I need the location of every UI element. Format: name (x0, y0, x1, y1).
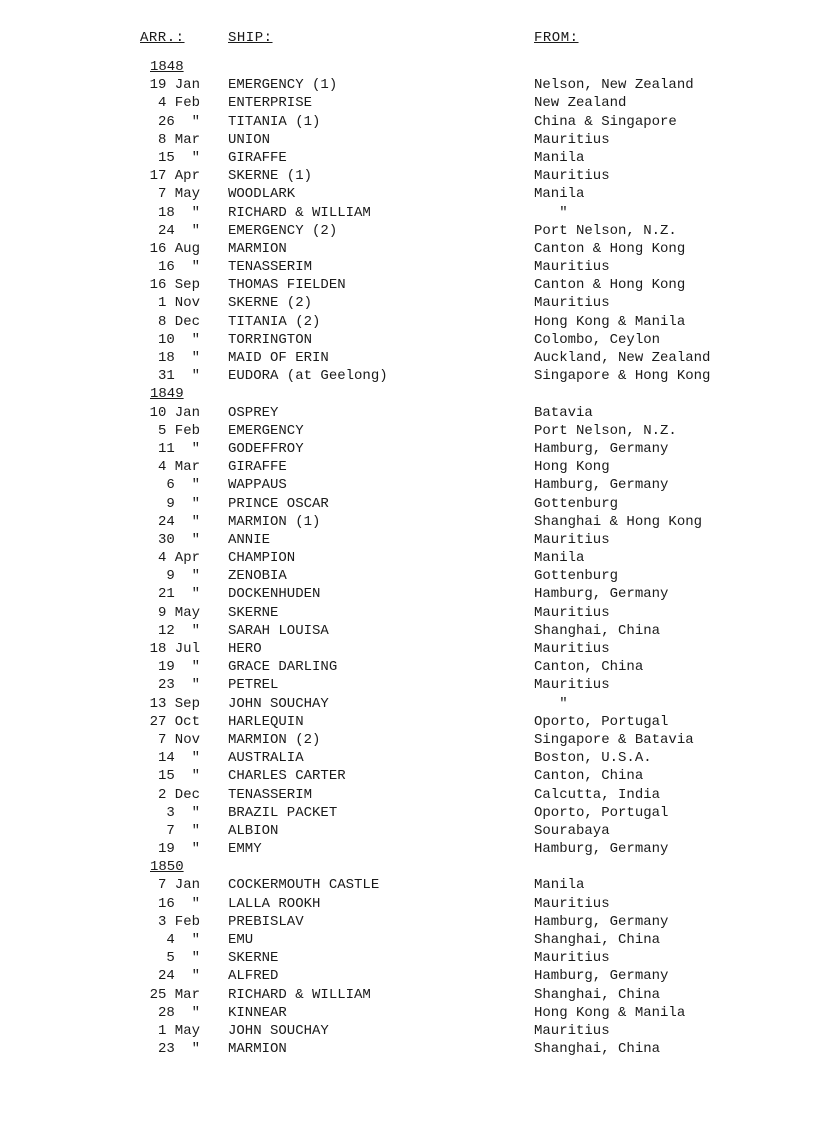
ship-name: RICHARD & WILLIAM (228, 986, 371, 1003)
ship-name: SKERNE (2) (228, 295, 313, 312)
arrival-date: 31 " (157, 368, 200, 385)
arrival-row (0, 676, 816, 694)
ship-name: MARMION (228, 1041, 287, 1058)
ship-name: EMERGENCY (228, 422, 304, 439)
arrival-date: 4 Apr (157, 550, 200, 567)
ship-name: CHARLES CARTER (228, 768, 346, 785)
arrival-date: 17 Apr (149, 168, 200, 185)
arrival-row (0, 113, 816, 131)
arrival-date: 19 " (157, 659, 200, 676)
ship-name: TENASSERIM (228, 259, 313, 276)
arrival-row (0, 604, 816, 622)
origin-port: Gottenburg (534, 495, 619, 512)
arrival-date: 16 Aug (149, 240, 200, 257)
ship-name: SARAH LOUISA (228, 622, 329, 639)
arrival-row (0, 895, 816, 913)
ship-name: TITANIA (2) (228, 313, 321, 330)
ship-name: EMERGENCY (2) (228, 222, 338, 239)
arrival-row (0, 149, 816, 167)
ship-name: UNION (228, 131, 271, 148)
arrival-row (0, 258, 816, 276)
arrival-row (0, 404, 816, 422)
origin-port: Manila (534, 186, 585, 203)
ship-name: ZENOBIA (228, 568, 287, 585)
arrival-row (0, 331, 816, 349)
arrival-date: 10 " (157, 331, 200, 348)
ship-name: RICHARD & WILLIAM (228, 204, 371, 221)
arrival-row (0, 622, 816, 640)
arrival-row (0, 131, 816, 149)
ship-name: DOCKENHUDEN (228, 586, 321, 603)
ship-name: WAPPAUS (228, 477, 287, 494)
arrival-row (0, 204, 816, 222)
arrival-row (0, 185, 816, 203)
arrival-date: 18 Jul (149, 641, 200, 657)
arrival-row (0, 931, 816, 949)
arrival-date: 9 " (166, 495, 200, 512)
arrival-row (0, 585, 816, 603)
arrival-date: 16 Sep (149, 277, 200, 294)
ship-name: MARMION (1) (228, 513, 321, 530)
year-heading-row (0, 385, 816, 403)
ship-name: SKERNE (1) (228, 168, 313, 185)
origin-port: China & Singapore (534, 113, 677, 130)
arrival-row (0, 713, 816, 731)
ship-name: HARLEQUIN (228, 713, 304, 730)
origin-port: Manila (534, 149, 585, 166)
arrival-date: 1 Nov (157, 295, 200, 312)
origin-port: Mauritius (534, 895, 610, 912)
origin-port: Hamburg, Germany (534, 477, 669, 494)
year-heading: 1850 (150, 859, 184, 876)
arrival-date: 23 " (157, 1041, 200, 1058)
arrival-date: 12 " (157, 622, 200, 639)
ship-name: TORRINGTON (228, 331, 313, 348)
arrival-row (0, 567, 816, 585)
arrival-date: 7 " (166, 822, 200, 839)
ship-name: GRACE DARLING (228, 659, 338, 676)
origin-port: Boston, U.S.A. (534, 750, 652, 767)
origin-port: Sourabaya (534, 822, 610, 839)
arrival-date: 21 " (157, 586, 200, 603)
ship-name: GIRAFFE (228, 459, 287, 476)
arrival-date: 5 Feb (157, 422, 200, 439)
arrival-row (0, 767, 816, 785)
origin-port: Mauritius (534, 604, 610, 621)
arrival-date: 11 " (157, 440, 200, 457)
origin-port: Mauritius (534, 950, 610, 967)
origin-port: Shanghai, China (534, 932, 661, 948)
origin-port: Mauritius (534, 295, 610, 312)
ship-name: EMU (228, 932, 254, 948)
arrival-row (0, 658, 816, 676)
arrival-date: 4 Feb (157, 95, 200, 112)
arrival-date: 4 " (166, 932, 200, 948)
arrival-row (0, 640, 816, 658)
arrival-row (0, 349, 816, 367)
arrival-date: 7 May (157, 186, 200, 203)
ship-name: EMMY (228, 841, 262, 858)
arrival-row (0, 749, 816, 767)
origin-port: Gottenburg (534, 568, 619, 585)
ship-name: SKERNE (228, 604, 279, 621)
arrival-row (0, 476, 816, 494)
arrival-row (0, 949, 816, 967)
ship-name: TITANIA (1) (228, 113, 321, 130)
arrival-row (0, 94, 816, 112)
origin-port: Port Nelson, N.Z. (534, 422, 677, 439)
ship-name: PETREL (228, 677, 279, 694)
origin-port: Mauritius (534, 131, 610, 148)
arrival-date: 3 " (166, 804, 200, 821)
arrival-date: 7 Nov (157, 731, 200, 748)
arrival-date: 1 May (157, 1022, 200, 1039)
ship-name: TENASSERIM (228, 786, 313, 803)
ship-name: PREBISLAV (228, 913, 304, 930)
arrival-row (0, 313, 816, 331)
header-arrival: ARR.: (140, 30, 185, 46)
arrival-date: 16 " (157, 259, 200, 276)
arrival-date: 30 " (157, 531, 200, 548)
arrival-date: 2 Dec (157, 786, 200, 803)
arrival-row (0, 840, 816, 858)
ship-name: HERO (228, 641, 262, 657)
origin-port: Mauritius (534, 259, 610, 276)
ship-name: LALLA ROOKH (228, 895, 321, 912)
arrival-row (0, 1022, 816, 1040)
arrival-row (0, 422, 816, 440)
arrival-date: 15 " (157, 768, 200, 785)
arrival-date: 5 " (166, 950, 200, 967)
ship-name: GODEFFROY (228, 440, 304, 457)
arrival-row (0, 822, 816, 840)
ship-name: AUSTRALIA (228, 750, 304, 767)
ship-name: SKERNE (228, 950, 279, 967)
ship-name: BRAZIL PACKET (228, 804, 338, 821)
origin-port: New Zealand (534, 95, 627, 112)
arrival-row (0, 440, 816, 458)
origin-port: " (534, 695, 568, 712)
arrival-date: 8 Mar (157, 131, 200, 148)
origin-port: Mauritius (534, 677, 610, 694)
ship-name: KINNEAR (228, 1004, 287, 1021)
arrival-row (0, 240, 816, 258)
year-heading-row (0, 58, 816, 76)
arrival-row (0, 1004, 816, 1022)
arrival-date: 25 Mar (149, 986, 200, 1003)
origin-port: Port Nelson, N.Z. (534, 222, 677, 239)
origin-port: Canton, China (534, 768, 644, 785)
origin-port: Manila (534, 550, 585, 567)
arrival-row (0, 986, 816, 1004)
year-heading: 1849 (150, 386, 184, 403)
ship-name: CHAMPION (228, 550, 296, 567)
ship-name: JOHN SOUCHAY (228, 1022, 329, 1039)
arrival-row (0, 495, 816, 513)
origin-port: Batavia (534, 404, 593, 421)
origin-port: Shanghai, China (534, 1041, 661, 1058)
origin-port: Mauritius (534, 1022, 610, 1039)
ship-name: EMERGENCY (1) (228, 77, 338, 94)
arrival-date: 9 May (157, 604, 200, 621)
origin-port: Shanghai, China (534, 622, 661, 639)
arrival-date: 6 " (166, 477, 200, 494)
arrival-row (0, 876, 816, 894)
arrival-row (0, 695, 816, 713)
arrival-row (0, 513, 816, 531)
origin-port: Hamburg, Germany (534, 913, 669, 930)
origin-port: Mauritius (534, 168, 610, 185)
ship-name: ENTERPRISE (228, 95, 313, 112)
ship-name: WOODLARK (228, 186, 296, 203)
arrival-row (0, 731, 816, 749)
arrival-row (0, 786, 816, 804)
ship-name: ALBION (228, 822, 279, 839)
ship-name: PRINCE OSCAR (228, 495, 329, 512)
origin-port: Singapore & Hong Kong (534, 368, 711, 385)
origin-port: Hong Kong & Manila (534, 1004, 686, 1021)
arrival-row (0, 913, 816, 931)
header-ship: SHIP: (228, 30, 273, 46)
arrival-row (0, 167, 816, 185)
arrival-date: 28 " (157, 1004, 200, 1021)
ship-name: ANNIE (228, 531, 271, 548)
arrival-date: 27 Oct (149, 713, 200, 730)
origin-port: Hong Kong (534, 459, 610, 476)
ship-name: OSPREY (228, 404, 279, 421)
ship-name: ALFRED (228, 968, 279, 985)
origin-port: Colombo, Ceylon (534, 331, 661, 348)
ship-name: JOHN SOUCHAY (228, 695, 329, 712)
origin-port: Hamburg, Germany (534, 586, 669, 603)
arrival-row (0, 458, 816, 476)
ship-name: EUDORA (at Geelong) (228, 368, 388, 385)
arrivals-list (0, 58, 816, 1058)
origin-port: " (534, 204, 568, 221)
arrival-date: 18 " (157, 204, 200, 221)
origin-port: Nelson, New Zealand (534, 77, 694, 94)
origin-port: Hamburg, Germany (534, 440, 669, 457)
arrival-date: 18 " (157, 350, 200, 366)
year-heading-row (0, 858, 816, 876)
ship-name: THOMAS FIELDEN (228, 277, 346, 294)
arrival-date: 13 Sep (149, 695, 200, 712)
arrival-date: 23 " (157, 677, 200, 694)
arrival-date: 10 Jan (149, 404, 200, 421)
origin-port: Shanghai & Hong Kong (534, 513, 703, 530)
arrival-date: 16 " (157, 895, 200, 912)
arrival-row (0, 76, 816, 94)
arrival-row (0, 367, 816, 385)
arrival-date: 19 " (157, 841, 200, 858)
origin-port: Calcutta, India (534, 786, 661, 803)
arrival-date: 8 Dec (157, 313, 200, 330)
arrival-row (0, 276, 816, 294)
arrival-date: 24 " (157, 222, 200, 239)
arrival-date: 26 " (157, 113, 200, 130)
origin-port: Manila (534, 877, 585, 894)
arrival-row (0, 294, 816, 312)
ship-name: GIRAFFE (228, 149, 287, 166)
arrival-date: 3 Feb (157, 913, 200, 930)
ship-name: COCKERMOUTH CASTLE (228, 877, 380, 894)
arrival-date: 15 " (157, 149, 200, 166)
origin-port: Shanghai, China (534, 986, 661, 1003)
arrival-date: 9 " (166, 568, 200, 585)
origin-port: Oporto, Portugal (534, 804, 669, 821)
arrival-row (0, 531, 816, 549)
arrival-date: 24 " (157, 513, 200, 530)
origin-port: Mauritius (534, 641, 610, 657)
arrival-date: 7 Jan (157, 877, 200, 894)
ship-name: MARMION (2) (228, 731, 321, 748)
arrival-row (0, 804, 816, 822)
origin-port: Hamburg, Germany (534, 968, 669, 985)
arrival-date: 4 Mar (157, 459, 200, 476)
header-from: FROM: (534, 30, 579, 46)
arrival-date: 14 " (157, 750, 200, 767)
arrival-row (0, 222, 816, 240)
origin-port: Canton & Hong Kong (534, 277, 686, 294)
arrival-row (0, 967, 816, 985)
origin-port: Hamburg, Germany (534, 841, 669, 858)
origin-port: Canton, China (534, 659, 644, 676)
origin-port: Hong Kong & Manila (534, 313, 686, 330)
ship-name: MARMION (228, 240, 287, 257)
origin-port: Mauritius (534, 531, 610, 548)
arrival-date: 24 " (157, 968, 200, 985)
origin-port: Canton & Hong Kong (534, 240, 686, 257)
ship-name: MAID OF ERIN (228, 350, 329, 366)
arrival-date: 19 Jan (149, 77, 200, 94)
arrival-row (0, 549, 816, 567)
year-heading: 1848 (150, 59, 184, 75)
origin-port: Singapore & Batavia (534, 731, 694, 748)
origin-port: Auckland, New Zealand (534, 350, 711, 366)
origin-port: Oporto, Portugal (534, 713, 669, 730)
arrival-row (0, 1040, 816, 1058)
